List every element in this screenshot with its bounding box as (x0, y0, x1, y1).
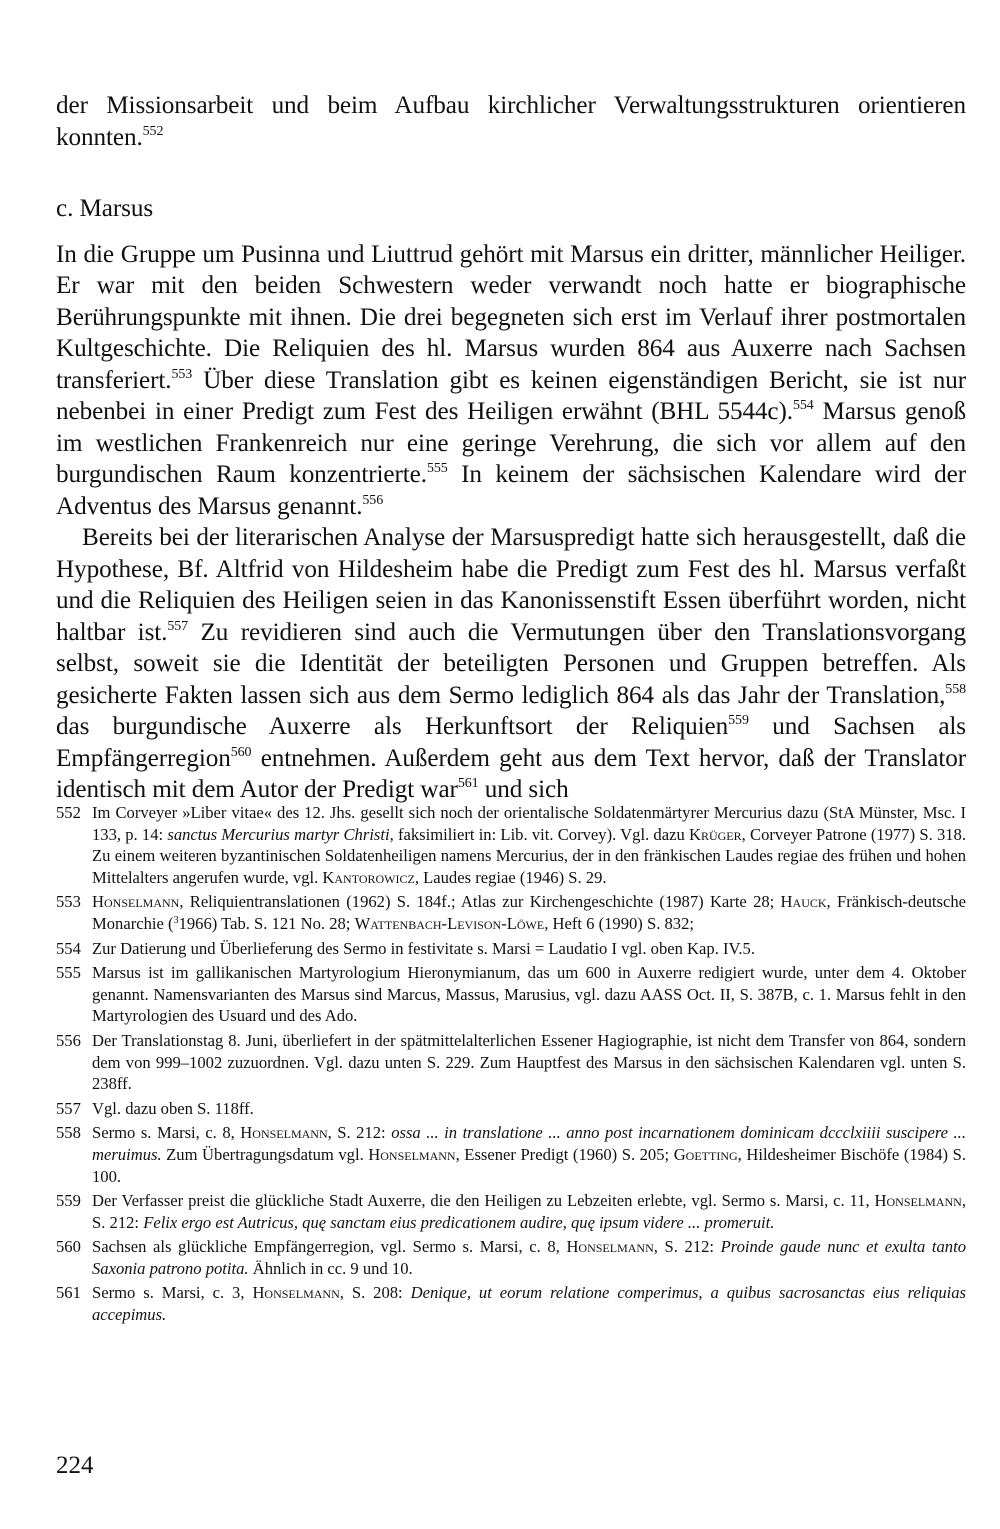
footnote-text: Vgl. dazu oben S. 118ff. (92, 1098, 254, 1118)
footnote-ref[interactable]: 554 (793, 398, 814, 413)
footnote-number: 552 (56, 803, 81, 822)
footnote-ref[interactable]: 556 (362, 492, 384, 508)
footnote-ref[interactable]: 561 (457, 776, 479, 791)
page-number: 224 (56, 1452, 94, 1479)
footnote-number: 559 (56, 1191, 81, 1211)
footnote-557 (56, 1098, 966, 1120)
footnote-ref[interactable]: 555 (426, 461, 448, 476)
footnote-ref[interactable]: 559 (728, 713, 749, 728)
footnote-ref[interactable]: 552 (142, 123, 164, 139)
footnote-number: 554 (56, 938, 81, 958)
footnote-text: Marsus ist im gallikanischen Martyrologium Hieronymianum, das um 600 in Auxerre redigiert wurde, unter dem 4. Oktober genannt. Namensvarianten des Marsus sind Marcus, Massus, Marusius, vgl. dazu AASS Oct. II, S. 387B, c. 1. Marsus fehlt in den Martyrologien des Usuard und des Ado. (92, 963, 966, 1026)
footnote-text: Honselmann, Reliquientranslationen (1962) S. 184f.; Atlas zur Kirchengeschichte (1987) Karte 28; Hauck, Fränkisch-deutsche Monarchie ($^3$1966) Tab. S. 121 No. 28; Wattenbach-Levison-Löwe, Heft 6 (1990) S. 832; (92, 892, 966, 933)
footnote-number: 561 (56, 1283, 81, 1303)
footnote-text: Der Verfasser preist die glückliche Stadt Auxerre, die den Heiligen zu Lebzeiten erlebte, vgl. Sermo s. Marsi, c. 11, Honselmann, S. 212: Felix ergo est Autricus, quę sanctam eius predicationem audire, quę ipsum videre ... promeruit. (92, 1191, 966, 1232)
footnote-number: 556 (56, 1030, 81, 1050)
paragraph-intro: der Missionsarbeit und beim Aufbau kirchlicher Verwaltungsstrukturen orientieren konnten.$^{552}$ (56, 92, 966, 151)
footnote-number: 560 (56, 1237, 81, 1257)
footnote-561 (56, 1282, 966, 1325)
footnote-ref[interactable]: 557 (167, 618, 189, 634)
footnote-text: Sermo s. Marsi, c. 3, Honselmann, S. 208: Denique, ut eorum relatione comperimus, a quibus sacrosanctas eius reliquias accepimus. (92, 1283, 966, 1325)
footnote-number: 558 (56, 1123, 81, 1143)
footnote-number: 553 (56, 892, 81, 912)
footnote-559 (56, 1190, 966, 1233)
paragraph-1: In die Gruppe um Pusinna und Liuttrud gehört mit Marsus ein dritter, männlicher Heiliger. Er war mit den beiden Schwestern weder verwandt noch hatte er biographische Berührungspunkte mit ihnen. Die drei begegneten sich erst im Verlauf ihrer postmortalen Kultgeschichte. Die Reliquien des hl. Marsus wurden 864 aus Auxerre nach Sachsen transferiert.$^{553}$ Über diese Translation gibt es keinen eigenständigen Bericht, sie ist nur nebenbei in einer Predigt zum Fest des Heiligen erwähnt (BHL 5544c).$^{554}$ Marsus genoß im westlichen Frankenreich nur eine geringe Verehrung, die sich vor allem auf den burgundischen Raum konzentrierte.$^{555}$ In keinem der sächsischen Kalendare wird der Adventus des Marsus genannt.$^{556}$ (56, 240, 966, 520)
footnote-552 (56, 802, 966, 888)
footnote-554 (56, 938, 966, 960)
footnote-558 (56, 1122, 966, 1187)
footnote-text: Sermo s. Marsi, c. 8, Honselmann, S. 212: ossa ... in translatione ... anno post incarnationem dominicam dccclxiiii suscipere ... meruimus. Zum Übertragungsdatum vgl. Honselmann, Essener Predigt (1960) S. 205; Goetting, Hildesheimer Bischöfe (1984) S. 100. (92, 1123, 966, 1186)
section-heading: c. Marsus (56, 195, 154, 222)
footnote-ref[interactable]: 553 (171, 366, 193, 382)
footnote-text: Zur Datierung und Überlieferung des Sermo in festivitate s. Marsi = Laudatio I vgl. oben Kap. IV.5. (92, 938, 755, 958)
footnote-text: Der Translationstag 8. Juni, überliefert in der spätmittelalterlichen Essener Hagiographie, ist nicht dem Transfer von 864, sondern dem von 999–1002 zuzuordnen. Vgl. dazu unten S. 229. Zum Hauptfest des Marsus in den sächsischen Kalendaren vgl. unten S. 238ff. (92, 1030, 966, 1094)
footnote-number: 555 (56, 963, 81, 983)
footnote-number: 557 (56, 1098, 81, 1118)
main-text (56, 90, 966, 806)
footnote-ref[interactable]: 560 (230, 744, 252, 760)
footnote-555 (56, 962, 966, 1027)
paragraph-2: Bereits bei der literarischen Analyse der Marsuspredigt hatte sich herausgestellt, daß die Hypothese, Bf. Altfrid von Hildesheim habe die Predigt zum Fest des hl. Marsus verfaßt und die Reliquien des Heiligen seien in das Kanonissenstift Essen überführt worden, nicht haltbar ist.$^{557}$ Zu revidieren sind auch die Vermutungen über den Translationsvorgang selbst, soweit sie die Identität der beteiligten Personen und Gruppen betreffen. Als gesicherte Fakten lassen sich aus dem Sermo lediglich 864 als das Jahr der Translation,$^{558}$ das burgundische Auxerre als Herkunftsort der Reliquien$^{559}$ und Sachsen als Empfängerregion$^{560}$ entnehmen. Außerdem geht aus dem Text hervor, daß der Translator identisch mit dem Autor der Predigt war$^{561}$ und sich (56, 524, 967, 803)
footnote-556 (56, 1030, 966, 1095)
footnote-560 (56, 1236, 966, 1279)
footnote-text: Sachsen als glückliche Empfängerregion, vgl. Sermo s. Marsi, c. 8, Honselmann, S. 212: Proinde gaude nunc et exulta tanto Saxonia patrono potita. Ähnlich in cc. 9 und 10. (92, 1237, 966, 1278)
footnote-text: Im Corveyer »Liber vitae« des 12. Jhs. gesellt sich noch der orientalische Soldatenmärtyrer Mercurius dazu (StA Münster, Msc. I 133, p. 14: sanctus Mercurius martyr Christi, faksimiliert in: Lib. vit. Corvey). Vgl. dazu Krüger, Corveyer Patrone (1977) S. 318. Zu einem weiteren byzantinischen Soldatenheiligen namens Mercurius, der in den fränkischen Laudes regiae des frühen und hohen Mittelalters angerufen wurde, vgl. Kantorowicz, Laudes regiae (1946) S. 29. (92, 803, 966, 887)
footnote-553 (56, 891, 966, 934)
footnote-ref[interactable]: 558 (945, 681, 966, 697)
footnotes (56, 802, 966, 1329)
